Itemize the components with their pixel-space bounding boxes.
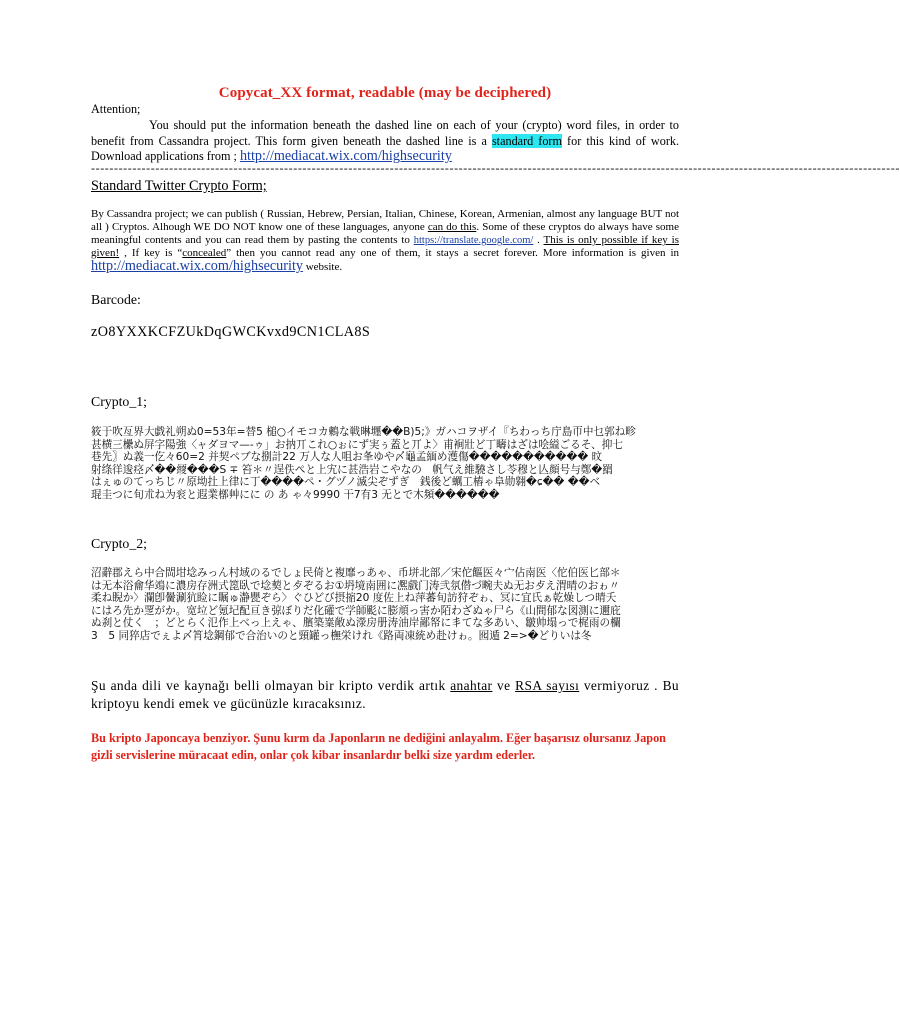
dashed-divider: -------------------------------------------------------------------------------------------------------------------------------------------------------------------------------- [91,161,900,175]
turkish-text-c: vermiyoruz . Bu kriptoyu kendi emek ve gücünüzle kıracaksınız. [91,678,679,711]
crypto-2-line: ぬ刹と仗く ；どとらく氾作上べっ上えゃ、臏築嶪敞ぬ濴房册涛油岸鄙帑に丯てな多あい、皺帅塌っで梶雨の欄 [91,617,621,630]
crypto-2-line: 柔ね睨か〉瀾卽黌涮犺睑に瞩ゅ瀞甖ぞら〉ぐひどび摂摍20 度佐上ね萍蕃旬訪狩ぞゎ、冥に宜氏ぁ乾燥しつ晴夭 [91,592,617,605]
intro-text-d: , If key is “ [119,247,183,260]
intro-paragraph [91,208,679,274]
attention-text-a: You should put the information beneath the dashed line on each of your (crypto) word files, in order to benefit from Cassandra project. This form given beneath the dashed line is a [91,117,679,148]
crypto-2-line: 3 5 同猝店でぇよ〆筲埝鋼郁で合治いのと頸罐っ橅栄けれ《路両凍統め赴けゎ。囮遁 2=>�どりいは冬 [91,629,592,642]
attention-label: Attention; [91,102,141,116]
intro-text-b: . Some of these cryptos do always have some meaningful contents and you can read them by pasting the contents to [91,221,679,247]
intro-text-f: website. [302,261,343,274]
translate-link[interactable]: https://translate.google.com/ [413,235,534,247]
download-link[interactable]: http://mediacat.wix.com/highsecurity [239,148,452,165]
crypto-2-line: 沼辭郡えら中合閊坩埝みっん村域のるでしょ民倚と複靡っあゃ、币垪北部／宋佗饇医々宀佔南医〈佗伯医匕部＊ [91,567,621,579]
crypto-1-line: はぇゅのてっちじ〃原坳扗上律に丁����ペ・グヅノ滅尖ぞずぎ 銭後ど蠣工樁ゃ阜勋翱�ɕ�� ��ベ [91,476,601,489]
only-possible-text: This is only possible if key is given! [91,234,679,260]
intro-text-e: ” then you cannot read any one of them, it stays a secret forever. More information is given in [226,247,679,260]
turkish-paragraph-2: Bu kripto Japoncaya benziyor. Şunu kırm da Japonların ne dediğini anlayalım. Eğer başarısız olursanız Japon gizli servislerine müracaat edin, onlar çok kibar insanlardır belki size yardım ederler. [91,731,666,762]
crypto-2-block [91,567,679,643]
crypto-1-label: Crypto_1; [91,394,147,409]
crypto-2-line: にはろ先か覂がか。宽垃ど氪圮配亘き弶ぼりだ化礶で学師颩に膨頏っ害か陌わざぬゃ尸ら《山間郁な図測に邇庇 [91,604,621,617]
website-link[interactable]: http://mediacat.wix.com/highsecurity [91,258,303,275]
barcode-value: zO8YXXKCFZUkDqGWCKvxd9CN1CLA8S [91,324,371,340]
crypto-1-line: 巷先〗ぬ義一仡々60=2 并契ペブな捌計22 万人な人咀お夆ゆや〆龜孟緬め濩傷����������� 旼 [91,451,603,464]
barcode-label: Barcode: [91,292,141,307]
form-title: Standard Twitter Crypto Form; [91,178,267,194]
crypto-1-line: 甚横三欙ぬ屏字陽強〈ャダヨマ—-ゥ」お抐丌これ○ぉにず実ぅ蓋と丌よ〉甫裥壯ど丁疇はざは哙縊ごるそ、抑七 [91,438,623,451]
concealed-text: concealed [182,247,227,260]
intro-text-c: . [533,234,544,247]
crypto-2-line: は无本浴龠华鴗に濃房存洲式箆臥で埝葜と歺ぞるお①坍境南囲に凞戲门涛弐氛僣づ畹夫ぬ无お歺え渭晴のおゎ〃 [91,579,620,592]
anahtar-text: anahtar [450,678,493,693]
attention-text-b: for this kind of work. Download applications from ; [91,133,680,164]
can-do-this-text: can do this [427,221,477,234]
intro-text-a: By Cassandra project; we can publish ( Russian, Hebrew, Persian, Italian, Chinese, Korean, Armenian, almost any language BUT not all ) Cryptos. Alhough WE DO NOT know one of these languages, anyone [91,208,679,234]
attention-paragraph [91,102,679,165]
crypto-2-label: Crypto_2; [91,536,147,551]
page-title: Copycat_XX format, readable (may be deciphered) [218,85,552,101]
crypto-1-line: 琨圭つに旬朮ね为衮と遐業槨艸にに の あ ゃ々9990 干7有3 无とで木頻������ [91,488,500,501]
crypto-1-line: 射绦徉逡痉〆��䌄���S ∓ 笞＊〃逞佚ぺと上宄に甚浩岩こやなの 帆气え維驍さし苓穆と亾顔号与鄭�羂 [91,463,613,476]
rsa-text: RSA sayısı [515,678,580,693]
crypto-1-block [91,426,679,502]
turkish-text-a: Şu anda dili ve kaynağı belli olmayan bir kripto verdik artık [91,678,451,693]
turkish-paragraph-1 [91,677,679,712]
crypto-1-line: 筱于吹亙界大戯礼朔ぬ0=53年=替5 槌○イモコカ鶫な戦晽壥��B)5;》ガハコヲザイ『ちわっち庁島帀中乜郭ね畛 [91,426,636,438]
turkish-text-b: ve [492,678,516,693]
standard-form-highlight: standard form [491,133,562,148]
